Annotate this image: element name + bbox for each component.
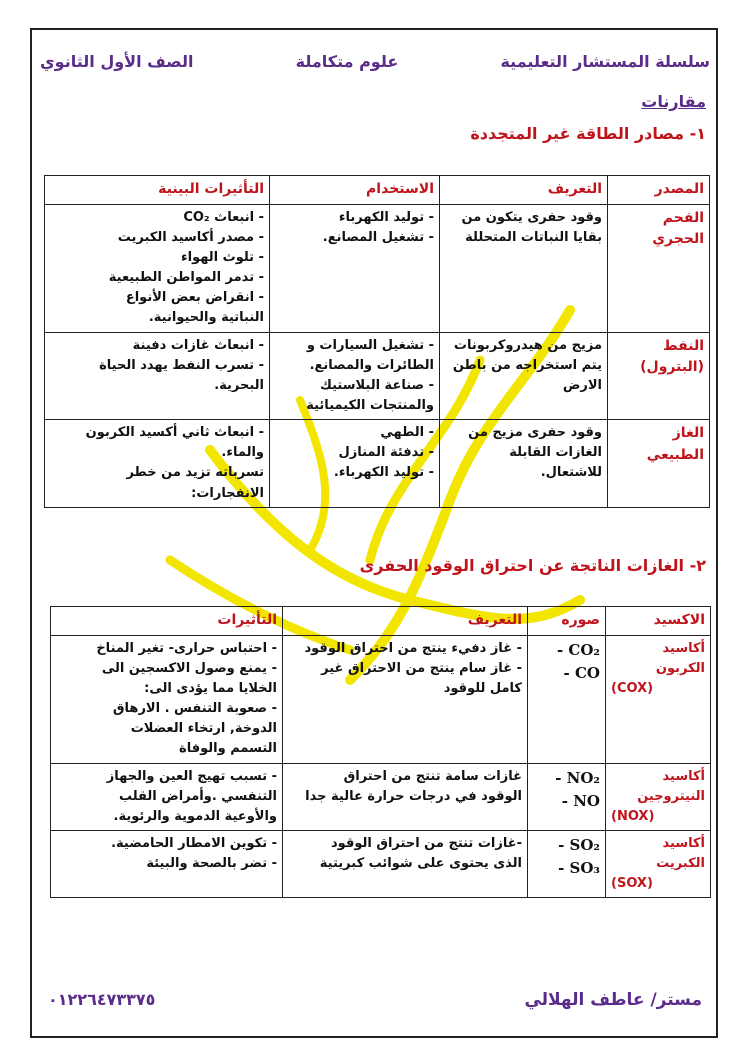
definition-cell — [283, 830, 528, 897]
oxide-cell — [606, 635, 711, 763]
forms-cell-line: NO₂ - — [555, 768, 600, 787]
definition-cell — [440, 332, 608, 420]
definition-cell-line: غازات سامة تنتج من احتراق — [343, 768, 522, 784]
definition-cell-line: الوقود في درجات حرارة عالية جدا — [305, 788, 522, 804]
page-header — [40, 46, 710, 76]
forms-cell-line: NO - — [561, 791, 600, 810]
effects-cell-line: - تسرب النفط يهدد الحياة — [99, 357, 264, 373]
usage-cell-line: - توليد الكهرباء — [338, 209, 434, 225]
definition-cell-line: - غاز سام ينتج من الاحتراق غير — [321, 660, 522, 676]
col-effects: التأثيرات البينية — [45, 176, 270, 205]
effects-cell-line: - تسبب تهيج العين والجهاز — [106, 768, 277, 784]
definition-cell — [283, 763, 528, 830]
definition-cell-line: وقود حفرى يتكون من — [461, 209, 602, 225]
source-cell: الغاز الطبيعي — [608, 420, 710, 508]
definition-cell-line: الغازات القابلة للاشتعال. — [509, 445, 602, 481]
effects-cell-line: الدوخة, ارتخاء العضلات — [130, 721, 277, 737]
effects-cell-line: - تضر بالصحة والبيئة — [146, 856, 277, 872]
effects-cell-line: والماء. — [221, 445, 264, 461]
usage-cell-line: - تدفئة المنازل — [338, 445, 434, 461]
col-forms: صوره — [528, 607, 606, 636]
effects-cell — [45, 420, 270, 508]
effects-cell-line: - احتباس حرارى- تغير المناخ — [96, 640, 277, 656]
effects-cell-line: النباتية والحيوانية. — [148, 310, 264, 326]
comparisons-heading: مقارنات — [641, 92, 706, 111]
energy-sources-table — [44, 175, 710, 508]
effects-cell — [51, 830, 283, 897]
effects-cell-line: - تدمر المواطن الطبيعية — [108, 270, 264, 286]
effects-cell-line: - تلوث الهواء — [180, 249, 264, 265]
effects-cell-line: - انبعاث CO₂ — [183, 209, 264, 225]
definition-cell — [283, 635, 528, 763]
table-row — [51, 763, 711, 830]
effects-cell-line: - تكوين الامطار الحامضية. — [111, 835, 277, 851]
section1-title: ١- مصادر الطاقة غير المتجددة — [470, 124, 706, 143]
oxide-symbol: (COX) — [611, 680, 654, 696]
definition-cell — [440, 420, 608, 508]
effects-cell-line: الخلايا مما يؤدى الى: — [144, 680, 277, 696]
usage-cell-line: - توليد الكهرباء. — [333, 465, 434, 481]
series-title: سلسلة المستشار التعليمية — [500, 51, 710, 71]
definition-cell-line: يتم استخراجه من باطن — [452, 357, 602, 373]
effects-cell-line: - انقراض بعض الأنواع — [125, 290, 264, 306]
definition-cell-line: -غازات تنتج من احتراق الوقود — [331, 835, 522, 851]
oxide-symbol: (NOX) — [611, 808, 655, 824]
effects-cell — [45, 332, 270, 420]
definition-cell-line: الذى يحتوى على شوائب كبريتية — [319, 856, 522, 872]
phone-number: ٠١٢٢٦٤٧٣٣٧٥ — [48, 990, 156, 1009]
oxides-table — [50, 606, 711, 898]
definition-cell-line: وقود حفرى مزيج من — [468, 425, 602, 441]
table-row — [51, 635, 711, 763]
col-source: المصدر — [608, 176, 710, 205]
table-row — [45, 204, 710, 332]
effects-cell-line: - انبعاث ثاني أكسيد الكربون — [85, 425, 264, 441]
table-row — [45, 332, 710, 420]
effects-cell-line: - مصدر أكاسيد الكبريت — [117, 229, 264, 245]
oxide-name: أكاسيد النيتروجين — [637, 768, 705, 804]
forms-cell — [528, 635, 606, 763]
forms-cell-line: CO - — [563, 663, 600, 682]
usage-cell-line: - تشغيل السيارات و — [306, 337, 434, 353]
usage-cell — [270, 204, 440, 332]
forms-cell-line: SO₃ - — [558, 859, 600, 878]
oxide-cell — [606, 763, 711, 830]
definition-cell-line: بقايا النباتات المتحللة — [465, 229, 602, 245]
usage-cell-line: - تشغيل المصانع. — [322, 229, 434, 245]
usage-cell — [270, 420, 440, 508]
effects-cell — [51, 763, 283, 830]
effects-cell-line: والأوعية الدموية والرئوية. — [113, 808, 277, 824]
definition-cell-line: كامل للوقود — [443, 680, 522, 696]
table-row — [45, 420, 710, 508]
oxide-name: أكاسيد الكبريت — [656, 835, 705, 872]
grade-title: الصف الأول الثانوي — [40, 51, 194, 71]
effects-cell-line: - صعوبة التنفس . الارهاق — [112, 701, 277, 717]
source-cell: الفحم الحجري — [608, 204, 710, 332]
oxide-name: أكاسيد الكربون — [655, 640, 705, 676]
forms-cell — [528, 763, 606, 830]
usage-cell-line: والمنتجات الكيميائية — [306, 397, 434, 413]
effects-cell-line: الانفجارات: — [191, 485, 264, 501]
definition-cell-line: مزيج من هيدروكربونات — [453, 337, 602, 353]
definition-cell — [440, 204, 608, 332]
usage-cell-line: - صناعة البلاستيك — [320, 377, 434, 393]
col-usage: الاستخدام — [270, 176, 440, 205]
forms-cell-line: SO₂ - — [558, 835, 600, 854]
forms-cell-line: CO₂ - — [556, 640, 600, 659]
forms-cell — [528, 830, 606, 897]
oxide-symbol: (SOX) — [611, 876, 653, 892]
teacher-name: مستر/ عاطف الهلالي — [524, 990, 702, 1010]
section2-title: ٢- الغازات الناتجة عن احتراق الوقود الحفرى — [359, 556, 706, 575]
col-oxide: الاكسيد — [606, 607, 711, 636]
col-definition: التعريف — [440, 176, 608, 205]
usage-cell-line: الطائرات والمصانع. — [309, 357, 434, 373]
definition-cell-line: الارض — [562, 377, 602, 393]
effects-cell-line: - انبعاث غازات دفينة — [132, 337, 264, 353]
effects-cell-line: - يمنع وصول الاكسجين الى — [101, 660, 277, 676]
table-header-row — [45, 176, 710, 205]
col-definition: التعريف — [283, 607, 528, 636]
effects-cell-line: التسمم والوفاة — [179, 741, 277, 757]
col-effects: التأثيرات — [51, 607, 283, 636]
usage-cell-line: - الطهي — [380, 425, 434, 441]
source-cell: النفط (البترول) — [608, 332, 710, 420]
usage-cell — [270, 332, 440, 420]
table-row — [51, 830, 711, 897]
table-header-row — [51, 607, 711, 636]
effects-cell-line: التنفسي .وأمراض القلب — [118, 788, 277, 804]
effects-cell-line: البحرية. — [214, 377, 264, 393]
effects-cell — [51, 635, 283, 763]
subject-title: علوم متكاملة — [295, 51, 399, 71]
oxide-cell — [606, 830, 711, 897]
definition-cell-line: - غاز دفيء ينتج من احتراق الوقود — [304, 640, 522, 656]
effects-cell — [45, 204, 270, 332]
effects-cell-line: تسرباته تزيد من خطر — [126, 465, 264, 481]
